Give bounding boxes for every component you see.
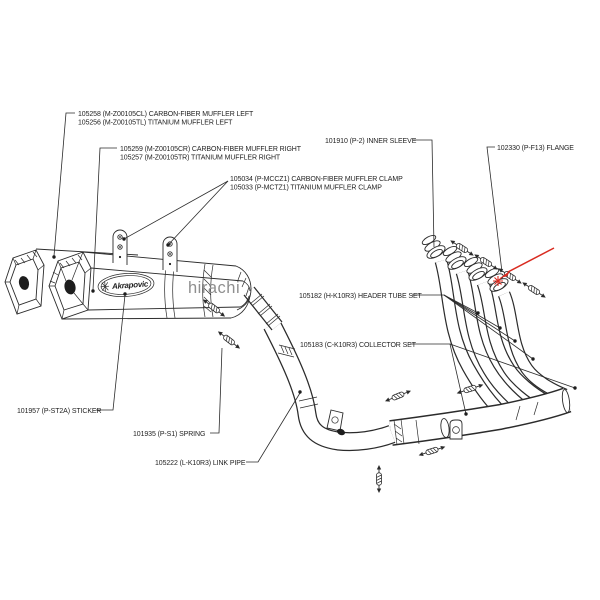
label-inner-sleeve: 101910 (P-2) INNER SLEEVE xyxy=(325,138,417,145)
spring-icon xyxy=(384,388,412,403)
muffler-clamp-bracket xyxy=(113,230,127,265)
label-collector-set: 105183 (C-K10R3) COLLECTOR SET xyxy=(300,342,416,349)
label-muffler-clamp-carbon: 105034 (P-MCCZ1) CARBON-FIBER MUFFLER CLAMP xyxy=(230,176,403,183)
label-spring: 101935 (P-S1) SPRING xyxy=(133,431,206,438)
label-muffler-right-titanium: 105257 (M-Z00105TR) TITANIUM MUFFLER RIGHT xyxy=(120,154,281,162)
label-header-tube-set: 105182 (H-K10R3) HEADER TUBE SET xyxy=(299,293,422,300)
label-muffler-left-titanium: 105256 (M-Z00105TL) TITANIUM MUFFLER LEFT xyxy=(78,119,233,127)
watermark-text: hirachi xyxy=(188,279,241,297)
spring-icon xyxy=(216,329,241,350)
label-link-pipe: 105222 (L-K10R3) LINK PIPE xyxy=(155,460,246,467)
logo-text: Akrapovic xyxy=(111,279,149,291)
label-muffler-right-carbon: 105259 (M-Z00105CR) CARBON-FIBER MUFFLER RIGHT xyxy=(120,146,301,153)
muffler-inlet-sleeve xyxy=(249,291,280,326)
asterisk-marker-icon xyxy=(493,276,503,286)
label-sticker: 101957 (P-ST2A) STICKER xyxy=(17,408,102,415)
spring-icon xyxy=(521,280,547,299)
muffler-right xyxy=(49,230,251,319)
spring-icon xyxy=(418,444,446,457)
muffler-clamp-bracket xyxy=(163,237,177,272)
label-muffler-left-carbon: 105258 (M-Z00105CL) CARBON-FIBER MUFFLER LEFT xyxy=(78,111,254,118)
label-muffler-clamp-titanium: 105033 (P-MCTZ1) TITANIUM MUFFLER CLAMP xyxy=(230,184,382,192)
spring-icon xyxy=(377,465,382,493)
label-flange: 102330 (P-F13) FLANGE xyxy=(497,145,574,152)
